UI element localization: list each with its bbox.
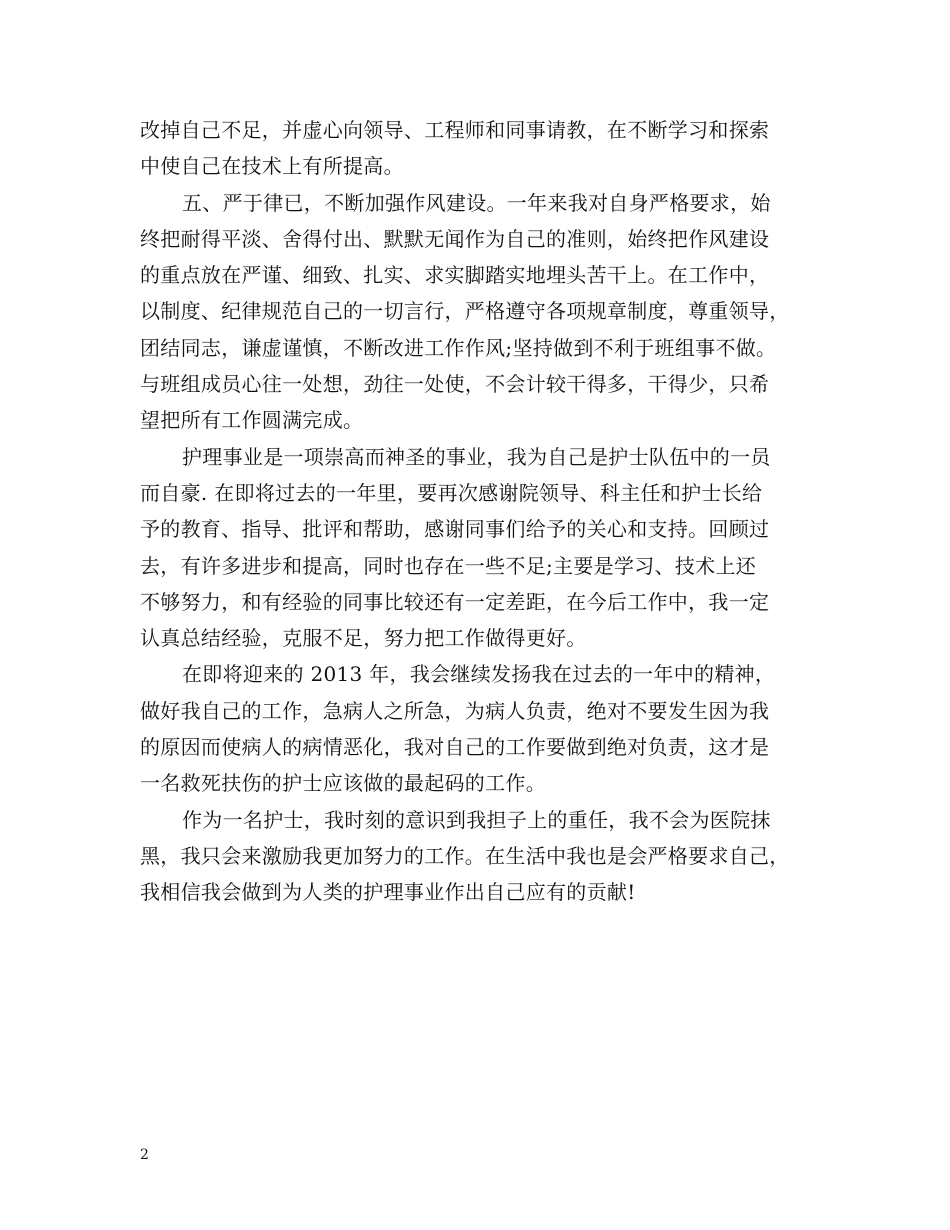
text-line: 团结同志，谦虚谨慎，不断改进工作作风;坚持做到不利于班组事不做。	[140, 335, 777, 360]
text-line: 一名救死扶伤的护士应该做的最起码的工作。	[140, 771, 546, 796]
text-line: 而自豪. 在即将过去的一年里，要再次感谢院领导、科主任和护士长给	[140, 480, 763, 505]
text-line: 不够努力，和有经验的同事比较还有一定差距，在今后工作中，我一定	[140, 589, 770, 614]
paragraph-start-line: 在即将迎来的 2013 年，我会继续发扬我在过去的一年中的精神，	[182, 662, 776, 687]
page-number: 2	[140, 1147, 149, 1163]
text-line: 去，有许多进步和提高，同时也存在一些不足;主要是学习、技术上还	[140, 553, 757, 578]
text-line: 予的教育、指导、批评和帮助，感谢同事们给予的关心和支持。回顾过	[140, 517, 770, 542]
text-line: 黑，我只会来激励我更加努力的工作。在生活中我也是会严格要求自己，	[140, 843, 790, 868]
paragraph-start-line: 护理事业是一项崇高而神圣的事业，我为自己是护士队伍中的一员	[182, 444, 771, 469]
text-line: 做好我自己的工作，急病人之所急，为病人负责，绝对不要发生因为我	[140, 698, 770, 723]
text-line: 终把耐得平淡、舍得付出、默默无闻作为自己的准则，始终把作风建设	[140, 226, 770, 251]
text-line: 与班组成员心往一处想，劲往一处使，不会计较干得多，干得少，只希	[140, 372, 770, 397]
text-line: 望把所有工作圆满完成。	[140, 408, 364, 433]
text-line: 以制度、纪律规范自己的一切言行，严格遵守各项规章制度，尊重领导，	[140, 299, 790, 324]
text-line: 认真总结经验，克服不足，努力把工作做得更好。	[140, 626, 587, 651]
text-line: 中使自己在技术上有所提高。	[140, 154, 404, 179]
text-line: 的重点放在严谨、细致、扎实、求实脚踏实地埋头苦干上。在工作中，	[140, 263, 770, 288]
paragraph-start-line: 五、严于律已，不断加强作风建设。一年来我对自身严格要求，始	[182, 190, 771, 215]
text-line: 我相信我会做到为人类的护理事业作出自己应有的贡献!	[140, 880, 636, 905]
text-line: 的原因而使病人的病情恶化，我对自己的工作要做到绝对负责，这才是	[140, 735, 770, 760]
text-line: 改掉自己不足，并虚心向领导、工程师和同事请教，在不断学习和探索	[140, 118, 770, 142]
document-body	[140, 112, 830, 911]
paragraph-start-line: 作为一名护士，我时刻的意识到我担子上的重任，我不会为医院抹	[182, 807, 771, 832]
